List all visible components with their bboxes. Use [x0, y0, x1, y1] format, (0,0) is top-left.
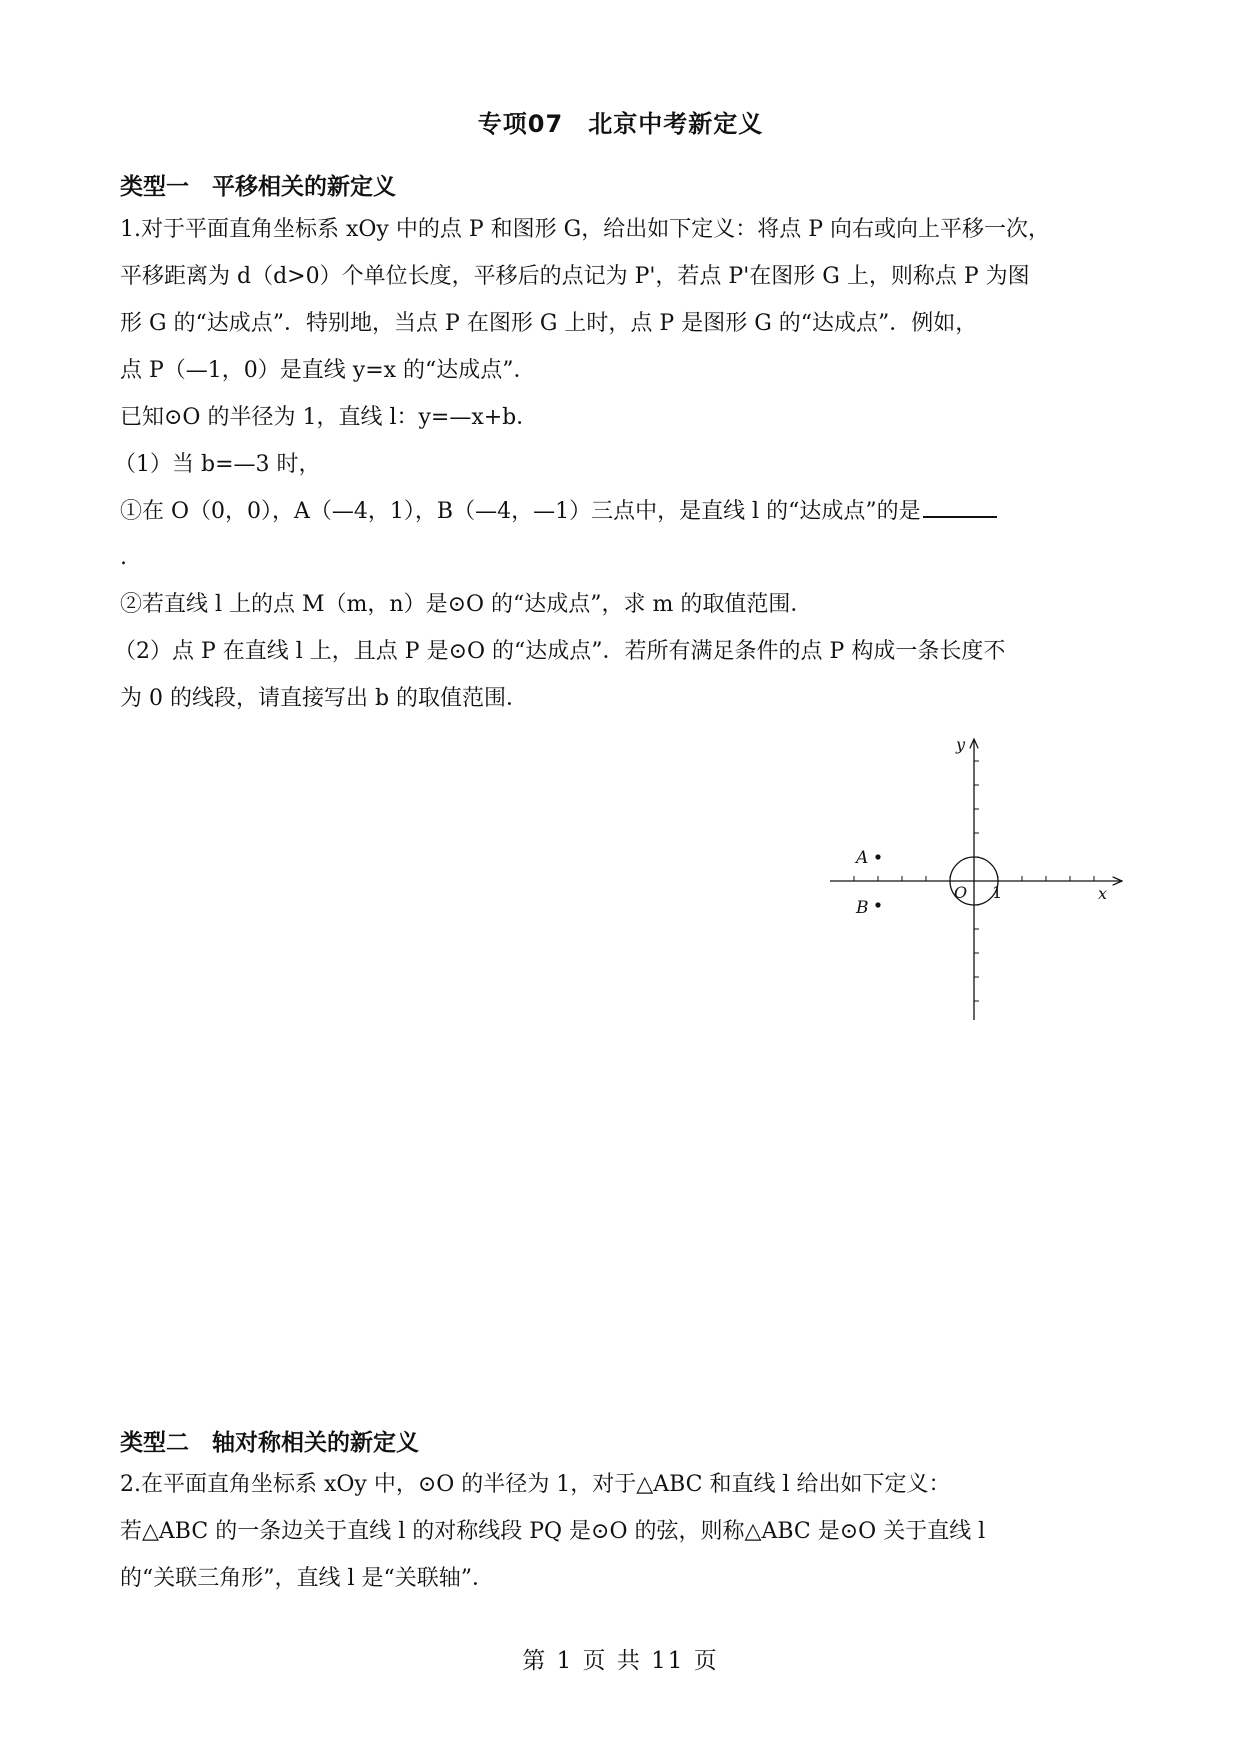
problem2-line-3: 的“关联三角形”，直线 l 是“关联轴”． [120, 1566, 495, 1591]
problem1-line-period: . [120, 545, 127, 570]
problem1-question-1-text: ①在 O（0，0），A（—4，1），B（—4，—1）三点中，是直线 l 的“达成点”的是 [120, 499, 921, 524]
problem1-line-2: 平移距离为 d（d>0）个单位长度，平移后的点记为 P'，若点 P'在图形 G 上，则称点 P 为图 [120, 264, 1030, 289]
problem1-line-4: 点 P（—1，0）是直线 y=x 的“达成点”． [120, 358, 536, 383]
point-b-label: B [856, 898, 869, 918]
problem1-question-1 [120, 497, 997, 527]
y-axis-label: y [956, 735, 966, 754]
problem1-line-1: 1.对于平面直角坐标系 xOy 中的点 P 和图形 G，给出如下定义：将点 P 向右或向上平移一次， [120, 217, 1050, 242]
problem2-line-1: 2.在平面直角坐标系 xOy 中，⊙O 的半径为 1，对于△ABC 和直线 l 给出如下定义： [120, 1472, 951, 1497]
problem2-line-2: 若△ABC 的一条边关于直线 l 的对称线段 PQ 是⊙O 的弦，则称△ABC 是⊙O 关于直线 l [120, 1519, 986, 1544]
page-title: 专项07 北京中考新定义 [477, 110, 764, 138]
point-a-dot [875, 854, 880, 859]
coordinate-figure [820, 735, 1140, 1025]
x-axis-label: x [1098, 884, 1108, 903]
problem1-line-5: 已知⊙O 的半径为 1，直线 l：y=—x+b． [120, 405, 539, 430]
problem1-question-2: ②若直线 l 上的点 M（m，n）是⊙O 的“达成点”，求 m 的取值范围． [120, 592, 813, 617]
section-heading-type-two: 类型二 轴对称相关的新定义 [120, 1430, 419, 1456]
x-tick-label-1: 1 [992, 883, 1003, 902]
problem1-part1-label: （1）当 b=—3 时， [114, 452, 321, 477]
problem1-part2-line-2: 为 0 的线段，请直接写出 b 的取值范围． [120, 686, 529, 711]
point-a-label: A [856, 848, 869, 868]
origin-label: O [954, 883, 968, 902]
answer-blank [923, 498, 997, 518]
page-footer: 第 1 页 共 11 页 [522, 1648, 719, 1674]
problem1-line-3: 形 G 的“达成点”．特别地，当点 P 在图形 G 上时，点 P 是图形 G 的“达成点”．例如， [120, 311, 978, 336]
section-heading-type-one: 类型一 平移相关的新定义 [120, 174, 396, 200]
problem1-part2-line-1: （2）点 P 在直线 l 上，且点 P 是⊙O 的“达成点”．若所有满足条件的点 P 构成一条长度不 [114, 639, 1006, 664]
point-b-dot [875, 902, 880, 907]
